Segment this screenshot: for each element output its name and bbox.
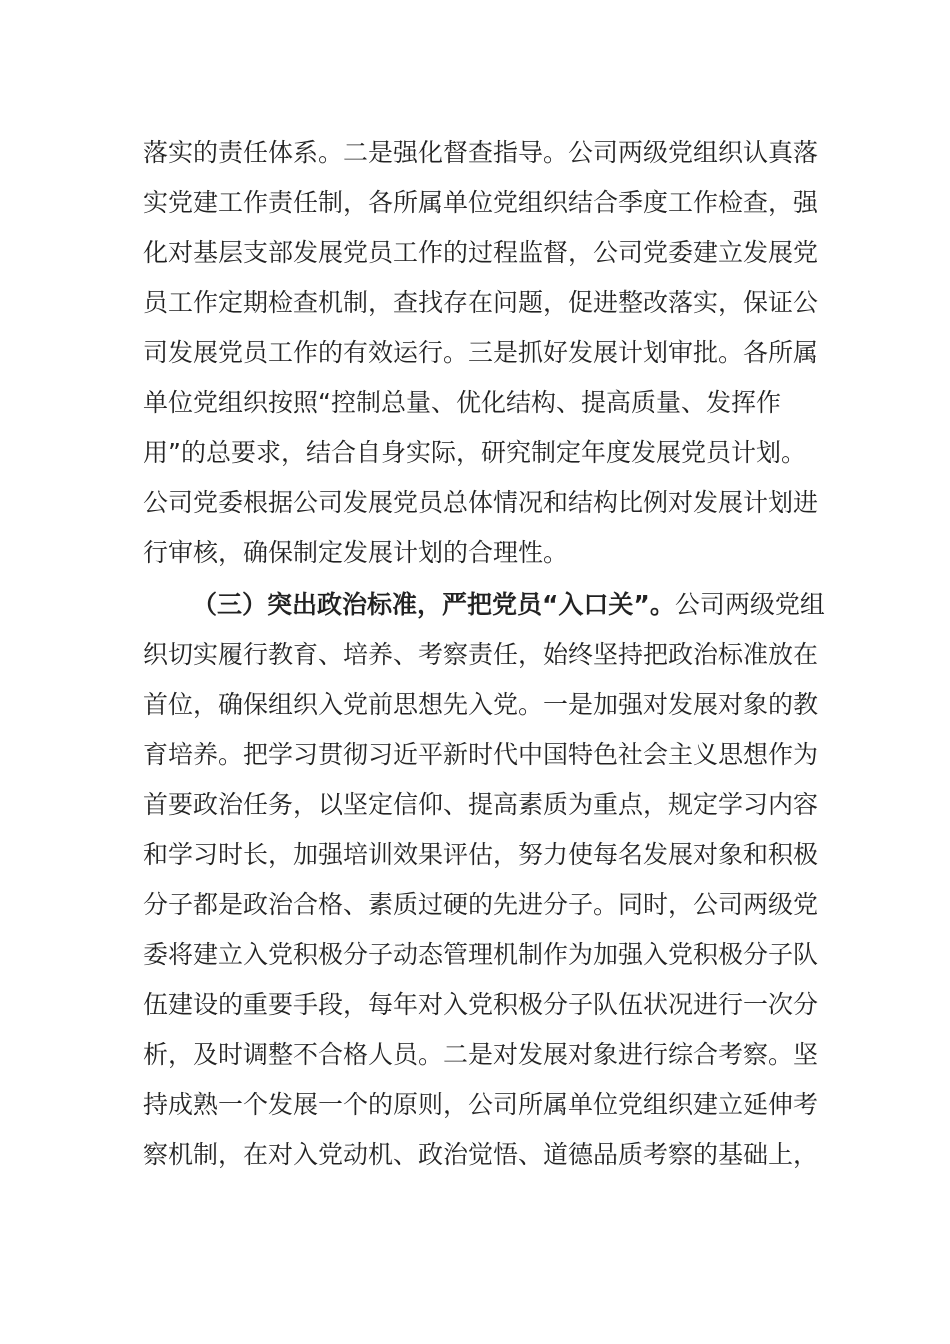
text-line: 察机制，在对入党动机、政治觉悟、道德品质考察的基础上， <box>143 1140 819 1169</box>
text-line: 单位党组织按照“控制总量、优化结构、提高质量、发挥作 <box>143 388 781 417</box>
text-line: 公司党委根据公司发展党员总体情况和结构比例对发展计划进 <box>143 488 819 517</box>
document-body <box>143 128 825 1180</box>
text-line: 落实的责任体系。二是强化督查指导。公司两级党组织认真落 <box>143 138 819 167</box>
text-line: 用”的总要求，结合自身实际，研究制定年度发展党员计划。 <box>143 438 806 467</box>
text-line: 首位，确保组织入党前思想先入党。一是加强对发展对象的教 <box>143 690 819 719</box>
text-line: 化对基层支部发展党员工作的过程监督，公司党委建立发展党 <box>143 238 819 267</box>
heading-line <box>143 580 825 630</box>
text-line: 织切实履行教育、培养、考察责任，始终坚持把政治标准放在 <box>143 640 819 669</box>
text-line: 分子都是政治合格、素质过硬的先进分子。同时，公司两级党 <box>143 890 819 919</box>
paragraph-1 <box>143 128 819 578</box>
text-line: 首要政治任务，以坚定信仰、提高素质为重点，规定学习内容 <box>143 790 819 819</box>
text-line: 行审核，确保制定发展计划的合理性。 <box>143 538 569 567</box>
text-line: 育培养。把学习贯彻习近平新时代中国特色社会主义思想作为 <box>143 740 819 769</box>
heading-line-rest: 公司两级党组 <box>674 590 825 619</box>
text-line: 实党建工作责任制，各所属单位党组织结合季度工作检查，强 <box>143 188 819 217</box>
text-line: 和学习时长，加强培训效果评估，努力使每名发展对象和积极 <box>143 840 819 869</box>
text-line: 司发展党员工作的有效运行。三是抓好发展计划审批。各所属 <box>143 338 819 367</box>
text-line: 委将建立入党积极分子动态管理机制作为加强入党积极分子队 <box>143 940 819 969</box>
section-heading: （三）突出政治标准，严把党员“入口关”。 <box>192 590 675 619</box>
text-line: 持成熟一个发展一个的原则，公司所属单位党组织建立延伸考 <box>143 1090 819 1119</box>
text-line: 伍建设的重要手段，每年对入党积极分子队伍状况进行一次分 <box>143 990 819 1019</box>
text-line: 析，及时调整不合格人员。二是对发展对象进行综合考察。坚 <box>143 1040 819 1069</box>
text-line: 员工作定期检查机制，查找存在问题，促进整改落实，保证公 <box>143 288 819 317</box>
paragraph-2 <box>143 580 825 1180</box>
